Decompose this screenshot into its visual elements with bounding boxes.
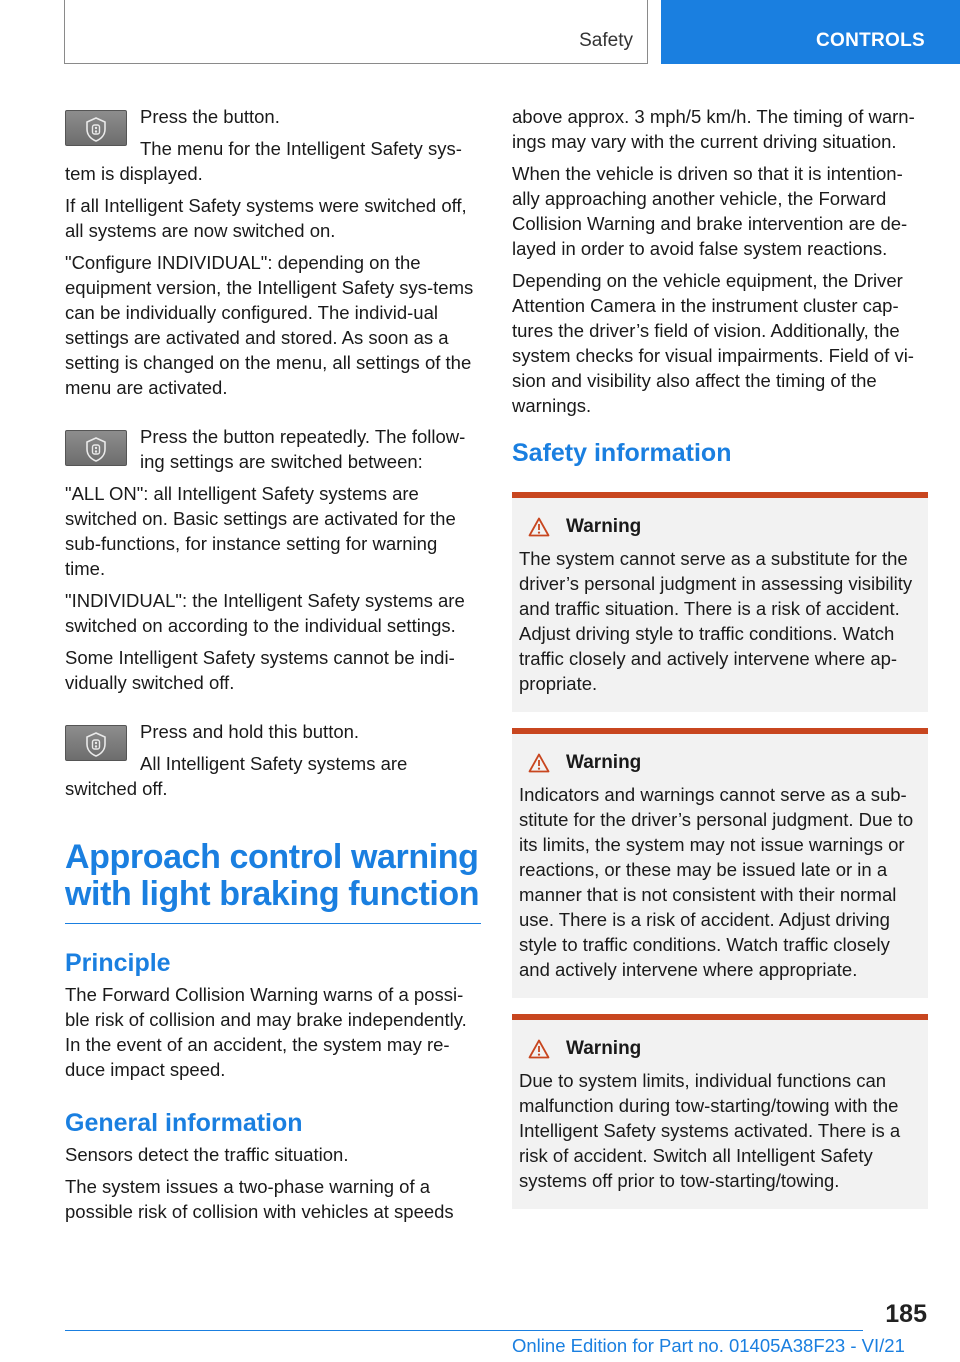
warning-header <box>519 516 921 538</box>
header-section-box <box>64 0 648 64</box>
warning-header <box>519 1038 921 1060</box>
warning-box <box>512 1014 928 1209</box>
warning-box <box>512 492 928 712</box>
warning-title: Warning <box>566 752 642 773</box>
warning-title: Warning <box>566 516 642 537</box>
section-heading: Approach control warning with light braking function <box>65 838 480 913</box>
header-section-title: Safety <box>579 30 633 51</box>
warning-box <box>512 728 928 998</box>
subsection-heading-general: General information <box>65 1109 303 1137</box>
right-column <box>512 104 928 1225</box>
paragraph: The menu for the Intelligent Safety sys-tem is displayed. <box>65 138 462 184</box>
subsection-heading-principle: Principle <box>65 949 171 977</box>
instruction-press-repeatedly <box>65 424 481 474</box>
paragraph: If all Intelligent Safety systems were switched off, all systems are now switched on. <box>65 195 467 241</box>
warning-header <box>519 752 921 774</box>
paragraph: "Configure INDIVIDUAL": depending on the equipment version, the Intelligent Safety sys-tems can be individually configured. The individ-ual settings are activated and stored. As soon as a setting is changed on the menu, all settings of the menu are activated. <box>65 252 474 398</box>
paragraph: above approx. 3 mph/5 km/h. The timing of warn-ings may vary with the current driving situation. <box>512 106 915 152</box>
paragraph: Press the button. <box>140 106 280 127</box>
warning-title: Warning <box>566 1038 642 1059</box>
paragraph: "ALL ON": all Intelligent Safety systems are switched on. Basic settings are activated for the sub-functions, for instance setting for warning time. <box>65 483 456 579</box>
paragraph: "INDIVIDUAL": the Intelligent Safety systems are switched on according to the individual settings. <box>65 590 465 636</box>
paragraph: Some Intelligent Safety systems cannot be indi-vidually switched off. <box>65 647 455 693</box>
footer-edition: Online Edition for Part no. 01405A38F23 - VI/21 <box>512 1335 905 1356</box>
subsection-heading-safety: Safety information <box>512 439 732 467</box>
intelligent-safety-button-icon <box>65 430 127 466</box>
paragraph: When the vehicle is driven so that it is intention-ally approaching another vehicle, the Forward Collision Warning and brake intervention are de-layed in order to avoid false system reactions. <box>512 163 908 259</box>
page-number: 185 <box>885 1300 927 1328</box>
paragraph: Press the button repeatedly. The follow-ing settings are switched between: <box>140 426 466 472</box>
instruction-press-button <box>65 104 481 144</box>
paragraph: The system issues a two-phase warning of a possible risk of collision with vehicles at speeds <box>65 1176 454 1222</box>
paragraph: Press and hold this button. <box>140 721 360 742</box>
header-chapter-label: CONTROLS <box>816 30 926 51</box>
paragraph: The Forward Collision Warning warns of a possi-ble risk of collision and may brake independently. In the event of an accident, the system may re-duce impact speed. <box>65 984 467 1080</box>
warning-triangle-icon <box>528 1039 550 1059</box>
intelligent-safety-button-icon <box>65 725 127 761</box>
section-heading-rule <box>65 923 481 924</box>
paragraph: Depending on the vehicle equipment, the Driver Attention Camera in the instrument cluster cap-tures the driver’s field of vision. Additionally, the system checks for visual impairments. Field of vi-sion and visibility also affect the timing of the warnings. <box>512 270 914 416</box>
intelligent-safety-button-icon <box>65 110 127 146</box>
warning-text: Due to system limits, individual functions can malfunction during tow-starting/towing with the Intelligent Safety systems activated. There is a risk of accident. Switch all Intelligent Safety systems off prior to tow-starting/towing. <box>519 1070 901 1191</box>
header-chapter-tab <box>661 0 960 64</box>
warning-text: Indicators and warnings cannot serve as a sub-stitute for the driver’s personal judgment. Due to its limits, the system may not issue warnings or reactions, or these may be issued late or in a manner that is not consistent with their normal use. There is a risk of accident. Adjust driving style to traffic conditions. Watch traffic closely and actively intervene where appropriate. <box>519 784 914 980</box>
warning-triangle-icon <box>528 753 550 773</box>
left-column <box>65 104 481 1231</box>
warning-triangle-icon <box>528 517 550 537</box>
warning-text: The system cannot serve as a substitute for the driver’s personal judgment in assessing visibility and traffic situation. There is a risk of accident. Adjust driving style to traffic conditions. Watch traffic closely and actively intervene where ap-propriate. <box>519 548 913 694</box>
paragraph: All Intelligent Safety systems are switched off. <box>65 753 408 799</box>
instruction-press-hold <box>65 719 481 759</box>
footer-rule <box>65 1330 863 1331</box>
paragraph: Sensors detect the traffic situation. <box>65 1144 349 1165</box>
